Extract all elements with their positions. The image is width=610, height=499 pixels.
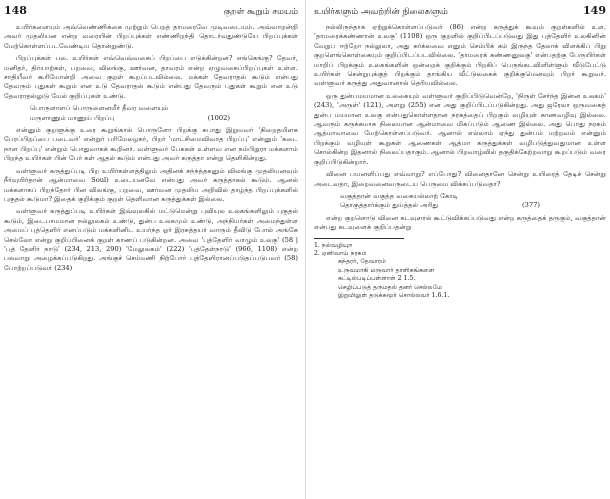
right-page-number: 149 xyxy=(583,4,606,17)
verse-line-text: பொருளாளப் பொருளைனமீர் தீவர வளையும் xyxy=(30,104,169,113)
footnote: 2. ஏனிவாய் நரகம் xyxy=(314,249,367,257)
footnote-quote-line: கட்டில்படிப்பள்ளாள் 2 1.5. xyxy=(338,275,416,283)
left-page-header xyxy=(4,4,298,18)
verse-line xyxy=(340,192,540,201)
left-page-number: 148 xyxy=(4,4,27,17)
footnote-quote-line: உருவமாகி மருவார் தாளிகங்களை xyxy=(338,266,435,274)
verse-line-text: மருளாணும் மாணுய் பிறப்பு xyxy=(30,113,115,122)
paragraph: உயிர்களையும் அவ்வெண்ணிக்கை முற்றும் பெறத் தாமரைவே முடிவடையும். அவ்வாறன்றி அவர் முதலியன என்ற வரையின் பிறப்புக்கள் எண்ணிறந்தி தொடர்வதுண்டுயே பிறப்புக்கள் மேற்கொள்ளப்படவேண்டிய தொன்றுண்டு. xyxy=(4,23,298,50)
paragraph: வள்ளுவர் கருத்துப்படி உயிர்கள் இவ்வுலகில் மட்டுமென்று புவியுல உலகங்களிலும் புகுதல் கூடும், இடைபாமமான நல்லுலகம் உண்டு, துன்ப உலகமும் உண்டு, அந்நியர்கள் அமைந்துள்ள அமைப் புத்தெளிர் எனப்படும் மக்களினிட உயர்ந்த ஓர் இரசுத்தயர் வாரும் தீவிடு போல் அங்கே செல்லோ என்று குறிப்பினைக் குறள் காணப் படுகின்றன. அவை 'புத்தேளிர் வாழும் உலகு' (58 | 'புத் தேளிர் நாடு' (234, 213, 290) 'மேலுலகம்' (222) 'புத்தேள்நாடு' (966, 1108) என்ற பலவாறு அழைக்கப்படுகிறது. அங்குச் செம்மணி நிற்போர் புத்தேளிரானப்படுதப்படுபவர் (58) போற்றப்படுவர் (234) xyxy=(4,207,298,272)
paragraph: பிறப்புக்கள் பல. உயிர்கள் எவ்வெவ்வகைப் பிறப்பை எடுக்கின்றன? எங்கெங்கு? தேவர், மனிதர், திர்யாற்கள், பறவை, விலங்கு, ஊர்வன, தாவரம் என்ற ஏழுவகைப்பிறப்புகள் உள்ள. சாதியீவர் கூரியோன்றி அவை குறள் கூறப்படவில்லை. மக்கள் தேவராதல் கூடும் என்பது தேவரும் புதுகள் கூறும் என உடு தேவராதல் கூடும் என்பது தேவரும் புதுகள் கூறும் என உடு தேவராதல்லுடு மேல் குறிப்புகள் உண்டு. xyxy=(4,54,298,100)
right-page-body xyxy=(314,23,606,300)
page-gutter xyxy=(305,0,306,499)
paragraph: ஒரு துன்பமயமான உலகையும் வள்ளுவர் குறிப்பிடுவென்றே, 'நிருள் சேர்ந்த இன்ன உலகம்' (243), 'அருள்' (121), அளறு (255) என அது குறிப்பிடப்படுகின்றது. அது ஜரேலா ஒருவகைத் துன்ப மயமான உலகு என்பதுகொள்ளதான நரகத்தைப் பிறகும் வழியுள் காணவழிவு இல்லை. ஆவரும் கருக்கமாக நிலையான ஆன்மாவை மிகப்படும் ஆணை இல்லை. அது பொது நரகம் ஆத்மாவாவை மேற்கொள்ளப்படுவர். ஆனால் எல்லாம் ஏந்து துன்பம் மற்றவம் என்னும் பிறக்கும் வழியுள் கூறுகள் ஆணைகள் ஆத்மா கருத்துக்கள் வழிபடுத்துவதுமான உள்ள சொல்கின்ற இதனால் நிலைப்பதாகும். ஆனால் பிறவாழ்வில் தகுதிக்கேற்றவாறு கூறப்படும் வரை குறிப்பிடுகின்றார். xyxy=(314,91,606,166)
right-page-header xyxy=(314,4,606,18)
footnote-quote-line: இறுமிலுள் தடுக்கமூர் சொல்லவர் 1.6.1. xyxy=(338,291,450,299)
verse-reference: (1002) xyxy=(207,113,230,122)
footnote: 1. நல்வழியுற xyxy=(314,241,353,249)
verse-line-text: தொகுத்தார்க்கும் துய்த்தல் அரிது xyxy=(340,201,439,210)
verse-quote xyxy=(30,104,298,123)
left-page-body xyxy=(4,23,298,273)
paragraph: என்ற குறளொடு வினை கடவுளால் கூட்டுவிக்கப்படுவது என்ற கருத்தைக் தருகும், வகுத்தான் என்பது கடவுளைக் குறிப்பதன்று xyxy=(314,213,606,232)
paragraph: வினை பயனளிப்பது எவ்வாறு? எப்போது? வினைதானே சென்று உயிரைத் தேடிச் சென்று அடைவதா, இறைவனைவருடைய பெருமை விக்கப்படுவதா? xyxy=(314,170,606,188)
footnote-quote-line: செழிப்படுத் தருமதல் தனர் செல்லமே xyxy=(338,283,443,291)
paragraph: நல்லிருந்தாக ஏற்றுக்கொள்ளப்படுவர் (86) என்ற கருத்துக் கூவும் குறள்களில் உள. 'தாமரைக்கண்ணான் உலகு' (1108) ஒரு குறளில் குறிப்பிடப்படுவது இது புத்தேளிர் உலகினின் வேறுப ஈற்றோ நல்லுலா, அது சுர்க்லவை எனும் செம்பிக் கம் இருந்த தேலாக் விளக்கிப் பிறு குறளெங்கொள்கையும் குறிப்பிடப்படவில்லை. 'தாமரைக் கண்ணனுலகு' என்பதற்கு பேருயிர்கள் மாறிப் பிறக்கும் உலகங்களின் ஒன்றைக் குறிக்கும் பிறகிப் பெருங்கடவிளிள்ளும் வீடுபேட்டு உயிர்கள் சென்றுபுக்குத் பிறக்கும் தாங்கிய வீட்டுலகைக் குறிக்குமெனவும் பிறர் கூறுவர். வள்ளுவர் கருத்து அதுவானால் தெரியவில்லை. xyxy=(314,23,606,88)
verse-line xyxy=(30,114,230,123)
verse-reference: (377) xyxy=(522,201,540,210)
left-running-title: குறள் கூறும் சமயம் xyxy=(223,7,298,17)
left-page xyxy=(4,4,298,273)
right-page xyxy=(314,4,606,300)
verse-line xyxy=(340,201,540,210)
footnote-rule xyxy=(314,238,404,239)
right-running-title: உயிர்களும் அவற்றின் நிலைகளும் xyxy=(314,7,448,17)
paragraph: என்னும் குறளுக்கு உரை கூறுங்கால் பொருளோ பிறக்கு சுபாது இறுமவர் 'நிறைதமிளக பேரப்பிறப்பை படைவர்' என்றுர் பரிமேலழகர், பிறர் 'மாட்சிமைவிவாத பிறப்பு' என்னும் 'கடை நாள பிறப்பு' என்றும் பொதுவாகக் கூறினர். வள்ளுவர் பேசுகள் உள்ளவ என நம்பிறுரா மக்களாம் பிறந்த உயிர்கள் பின் பேர் கள் ஆதல் கூடும் என்பது அவர் கருத்தா என்று தெளிகின்றது. xyxy=(4,126,298,163)
verse-quote xyxy=(340,192,606,211)
verse-line-text: வகுத்தான் வகுத்த வகையல்லாற் கோடி xyxy=(340,191,459,200)
footnote-quote-line: சுந்தரர், தேவாரம் xyxy=(338,258,387,266)
verse-line xyxy=(30,104,230,113)
paragraph: வள்ளுவர் கருத்துப்படி பிற உயிர்கள்ளத்திலும் அதினக் சந்ந்த்தகனும் விலங்கு முதலியனவும் நீர்வுயிர்தான் ஆன்மாவை Soul) உடையனவே என்பது அவர் கருத்தாகல் கூடும். ஆனல் மக்களாகப் பிறந்தோர் பின விலங்கு, பறவை, ஊர்வன முதலிய அறிவில் தாழ்ந்த பிறப்புக்களில் புகுதல் கூடுமா? இதைக் குறிக்கும் குறள் தெளிவான கருத்துக்கள் இல்லை. xyxy=(4,166,298,203)
